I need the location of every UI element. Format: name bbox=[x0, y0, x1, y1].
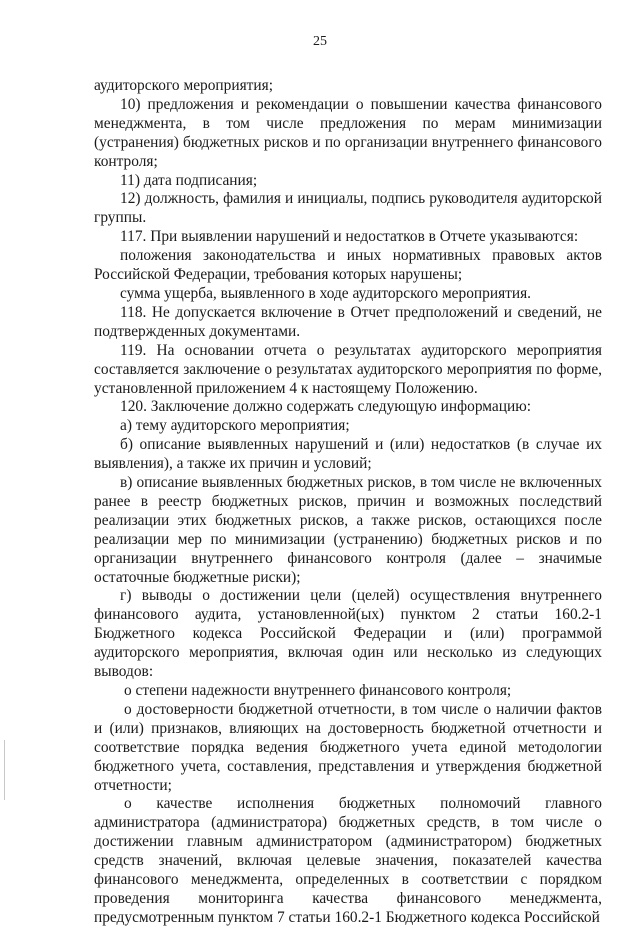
paragraph-118: 118. Не допускается включение в Отчет предположений и сведений, не подтвержденных документами. bbox=[94, 303, 602, 340]
scan-edge-mark bbox=[4, 740, 5, 800]
paragraph-item-12: 12) должность, фамилия и инициалы, подпись руководителя аудиторской группы. bbox=[94, 190, 602, 227]
paragraph-120-v: в) описание выявленных бюджетных рисков, в том числе не включенных ранее в реестр бюджетных рисков, причин и возможных последствий реализации этих бюджетных рисков, а также рисков, остающихся после реализации мер по минимизации (устранению) бюджетных рисков и по организации внутреннего финансового контроля (далее – значимые остаточные бюджетные риски); bbox=[94, 474, 602, 586]
paragraph-item-10: 10) предложения и рекомендации о повышении качества финансового менеджмента, в том числе предложения по мерам минимизации (устранения) бюджетных рисков и по организации внутреннего финансового контроля; bbox=[94, 95, 602, 170]
paragraph-120-a: а) тему аудиторского мероприятия; bbox=[120, 417, 350, 435]
paragraph-conclusion-reporting: о достоверности бюджетной отчетности, в том числе о наличии фактов и (или) признаков, влияющих на достоверность бюджетной отчетности и соответствие порядка ведения бюджетного учета единой методологии бюджетного учета, составления, представления и утверждения бюджетной отчетности; bbox=[94, 700, 602, 794]
paragraph-117-legislation: положения законодательства и иных нормативных правовых актов Российской Федерации, требования которых нарушены; bbox=[94, 247, 602, 284]
paragraph-conclusion-control: о степени надежности внутреннего финансового контроля; bbox=[124, 682, 512, 699]
page-number: 25 bbox=[313, 34, 327, 49]
paragraph-conclusion-quality: о качестве исполнения бюджетных полномочий главного администратора (администратора) бюджетных средств, в том числе о достижении главным администратором (администратором) бюджетных средств значений, включая целевые значения, показателей качества финансового менеджмента, определенных в соответствии с порядком проведения мониторинга качества финансового менеджмента, предусмотренным пунктом 7 статьи 160.2-1 Бюджетного кодекса Российской bbox=[94, 795, 602, 926]
paragraph-item-11: 11) дата подписания; bbox=[120, 171, 258, 189]
paragraph-117: 117. При выявлении нарушений и недостатков в Отчете указываются: bbox=[120, 228, 579, 246]
document-body bbox=[94, 77, 602, 928]
paragraph-117-damage: сумма ущерба, выявленного в ходе аудиторского мероприятия. bbox=[120, 284, 532, 302]
paragraph-120-g: г) выводы о достижении цели (целей) осуществления внутреннего финансового аудита, установленной(ых) пунктом 2 статьи 160.2-1 Бюджетного кодекса Российской Федерации и (или) программой аудиторского мероприятия, включая один или несколько из следующих выводов: bbox=[94, 587, 602, 681]
paragraph-119: 119. На основании отчета о результатах аудиторского мероприятия составляется заключение о результатах аудиторского мероприятия по форме, установленной приложением 4 к настоящему Положению. bbox=[94, 341, 602, 397]
paragraph-continuation: аудиторского мероприятия; bbox=[94, 77, 273, 94]
paragraph-120: 120. Заключение должно содержать следующую информацию: bbox=[120, 398, 531, 416]
paragraph-120-b: б) описание выявленных нарушений и (или) недостатков (в случае их выявления), а также их причин и условий; bbox=[94, 436, 602, 473]
